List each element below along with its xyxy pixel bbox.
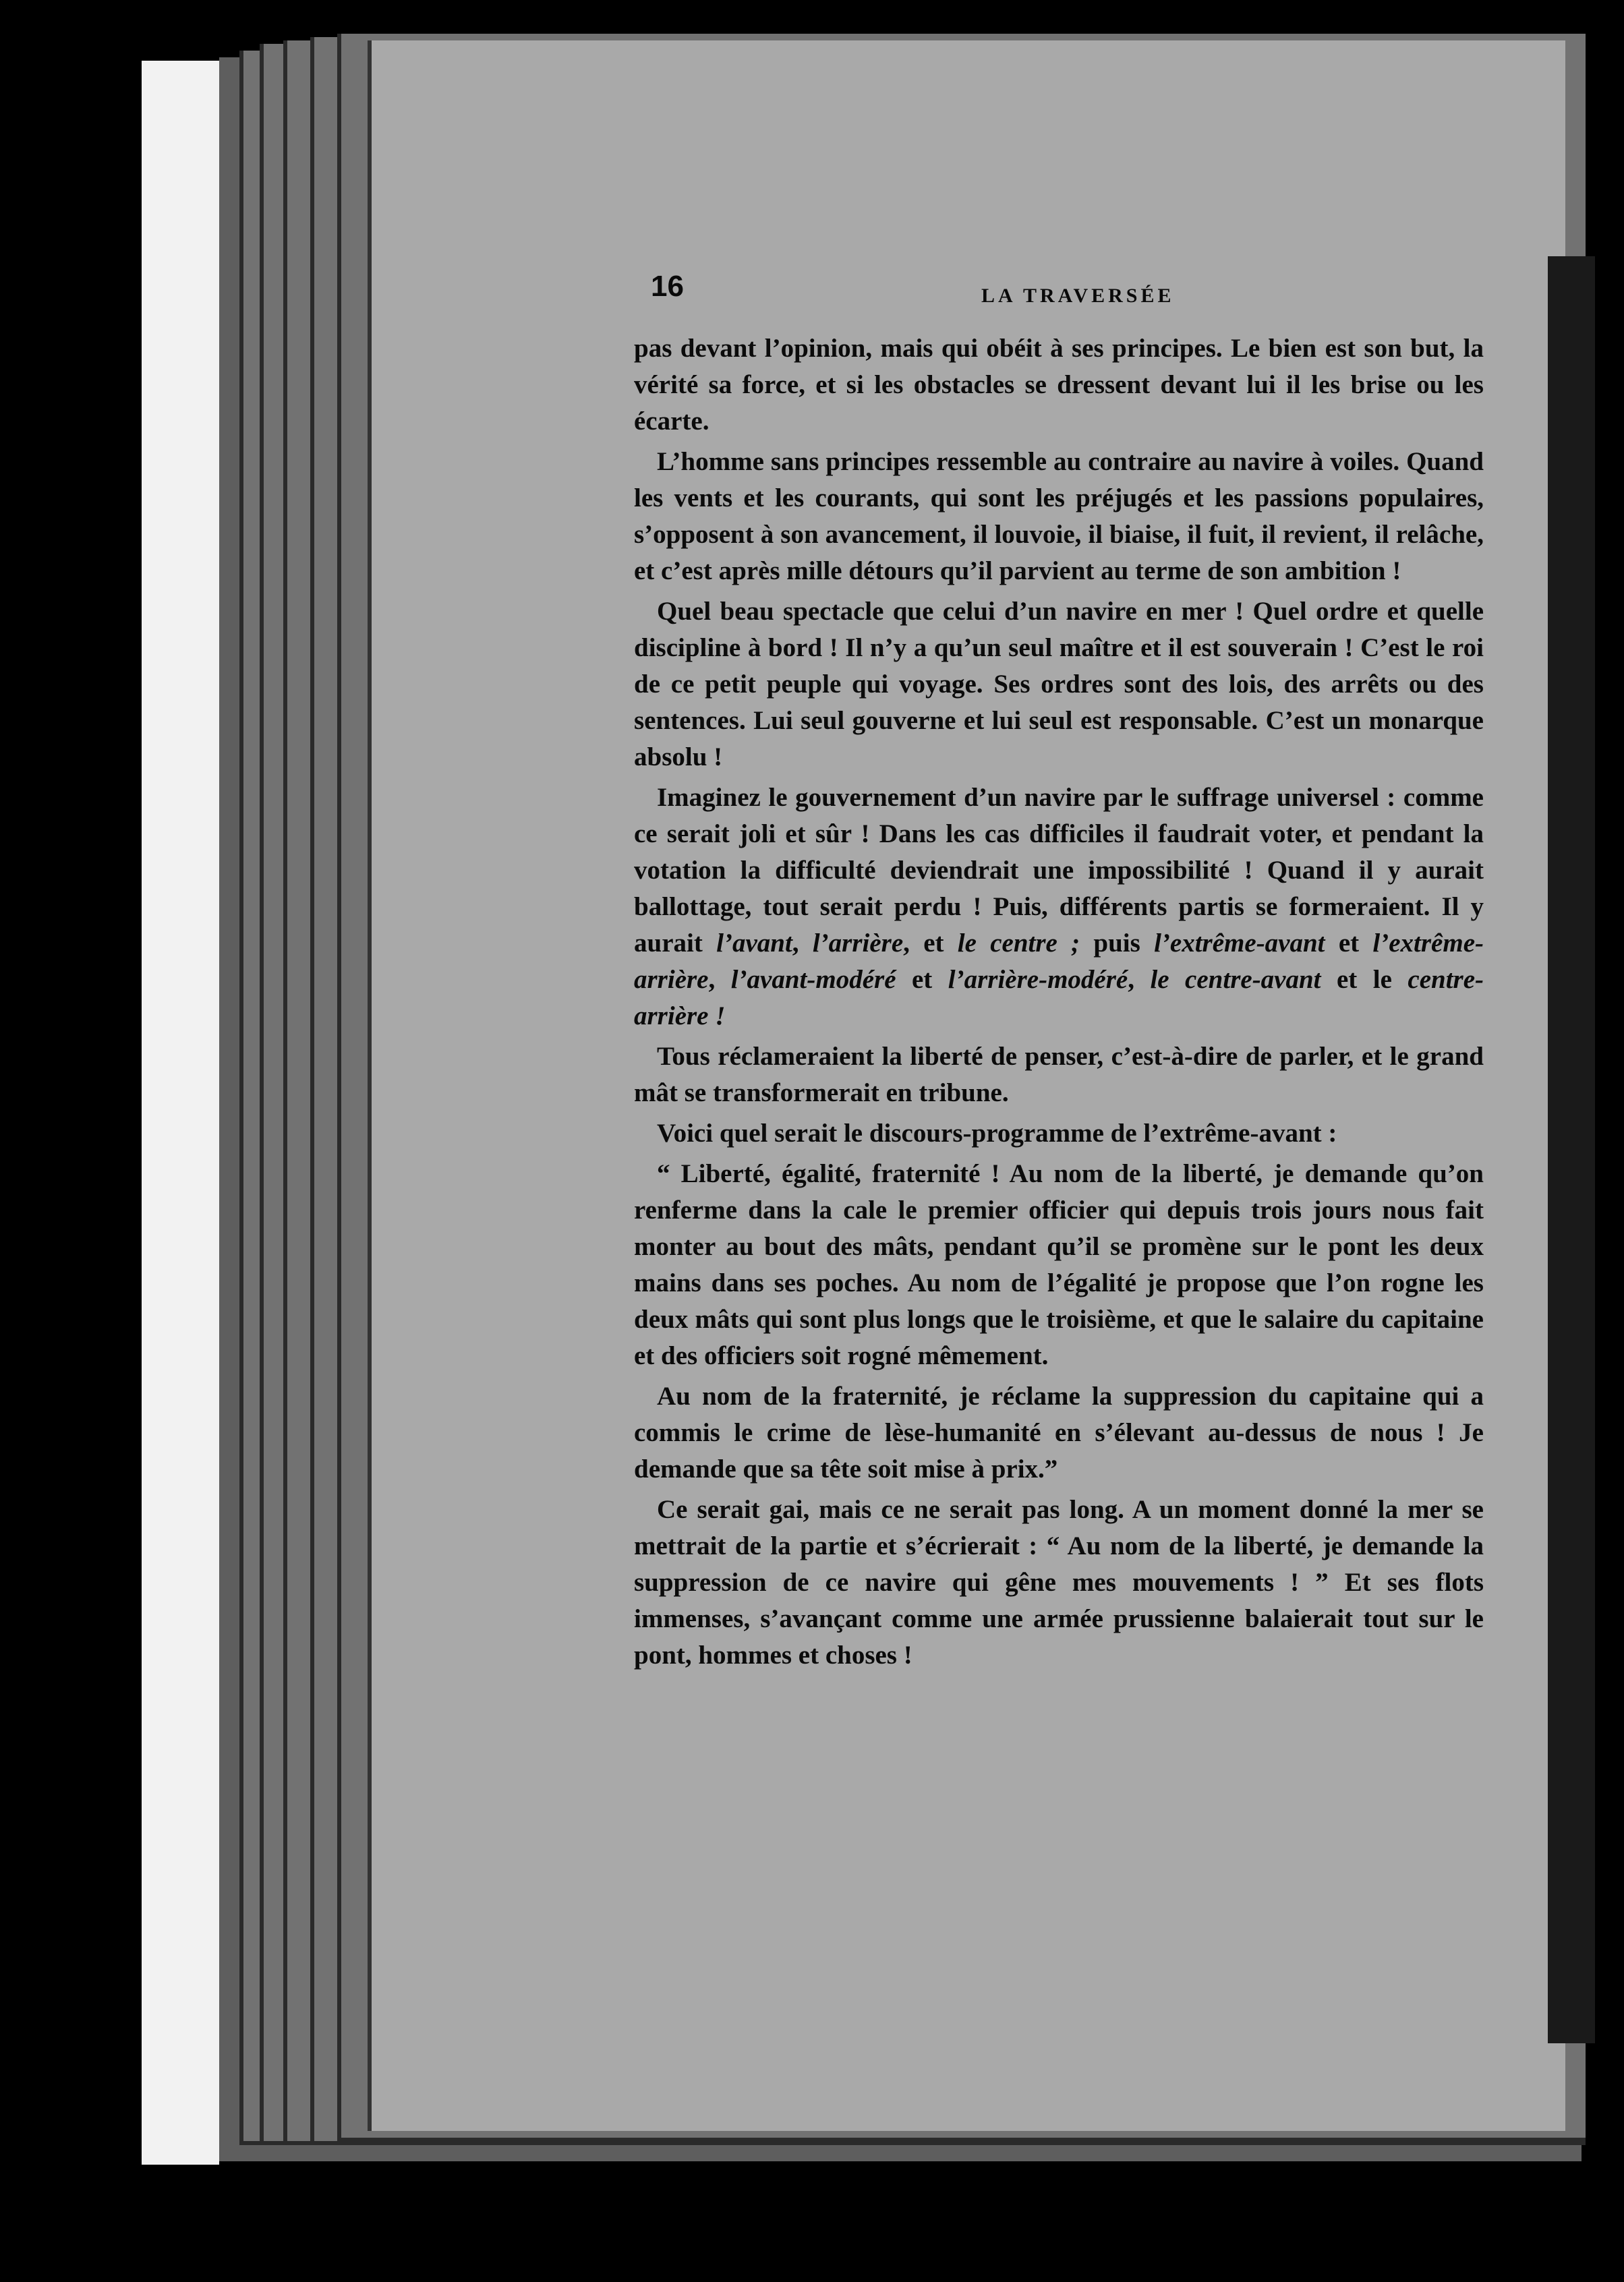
paragraph-quote: Au nom de la fraternité, je réclame la suppression du capitaine qui a commis le crime de lèse-humanité en s’élevant au-dessus de nous ! Je demande que sa tête soit mise à prix.” <box>634 1382 1484 1484</box>
separator: puis <box>1080 929 1155 958</box>
paragraph: pas devant l’opinion, mais qui obéit à ses principes. Le bien est son but, la vérité sa force, et si les obstacles se dressent devant lui il les brise ou les écarte. <box>634 334 1484 436</box>
paragraph: Quel beau spectacle que celui d’un navire en mer ! Quel ordre et quelle discipline à bord ! Il n’y a qu’un seul maître et il est souverain ! C’est le roi de ce petit peuple qui voyage. Ses ordres sont des lois, des arrêts ou des sentences. Lui seul gouverne et lui seul est responsable. C’est un monarque absolu ! <box>634 597 1484 771</box>
separator: et le <box>1321 965 1408 994</box>
paragraph-parties <box>634 780 1484 1034</box>
separator: , <box>792 929 813 958</box>
separator: et <box>896 965 948 994</box>
separator: , <box>1128 965 1151 994</box>
party-extreme-arriere: l’extrême-arrière <box>634 929 1484 994</box>
separator: et <box>1325 929 1373 958</box>
paragraph: Ce serait gai, mais ce ne serait pas long. A un moment donné la mer se mettrait de la partie et s’écrierait : “ Au nom de la liberté, je demande la suppression de ce navire qui gêne mes mouvements ! ” Et ses flots immenses, s’avançant comme une armée prussienne balaierait tout sur le pont, hommes et choses ! <box>634 1495 1484 1670</box>
page-header <box>651 270 1624 310</box>
paragraph: Tous réclameraient la liberté de penser, c’est-à-dire de parler, et le grand mât se transformerait en tribune. <box>634 1042 1484 1107</box>
party-avant-modere: l’avant-modéré <box>730 965 896 994</box>
party-arriere-modere: l’arrière-modéré <box>948 965 1128 994</box>
paragraph-text: Imaginez le gouvernement d’un navire par le suffrage universel : comme ce serait joli et sûr ! Dans les cas difficiles il faudrait voter, et pendant la votation la difficulté deviendrait une impossibilité ! Quand il y aurait ballottage, tout serait perdu ! Puis, différents partis se formeraient. Il y aurait <box>634 783 1484 958</box>
page-number: 16 <box>651 270 684 303</box>
separator: , et <box>903 929 958 958</box>
party-centre: le centre ; <box>957 929 1080 958</box>
paragraph-quote: “ Liberté, égalité, fraternité ! Au nom de la liberté, je demande qu’on renferme dans la cale le premier officier qui depuis trois jours nous fait monter au bout des mâts, pendant qu’il se promène sur le pont les deux mains dans ses poches. Au nom de l’égalité je propose que l’on rogne les deux mâts qui sont plus longs que le troisième, et que le salaire du capitaine et des officiers soit rogné mêmement. <box>634 1159 1484 1370</box>
body-text <box>634 330 1484 1678</box>
party-avant: l’avant <box>716 929 792 958</box>
paragraph: L’homme sans principes ressemble au contraire au navire à voiles. Quand les vents et les courants, qui sont les préjugés et les passions populaires, s’opposent à son avancement, il louvoie, il biaise, il fuit, il revient, il relâche, et c’est après mille détours qu’il parvient au terme de son ambition ! <box>634 447 1484 585</box>
party-extreme-avant: l’extrême-avant <box>1154 929 1325 958</box>
party-centre-arriere: centre-arrière ! <box>634 965 1484 1030</box>
page-binding-shadow <box>1548 256 1595 2043</box>
separator: , <box>708 965 731 994</box>
running-head: LA TRAVERSÉE <box>981 285 1175 307</box>
paragraph: Voici quel serait le discours-programme de l’extrême-avant : <box>657 1119 1337 1148</box>
party-centre-avant: le centre-avant <box>1150 965 1321 994</box>
party-arriere: l’arrière <box>812 929 904 958</box>
scan-margin-strip <box>142 61 219 2165</box>
